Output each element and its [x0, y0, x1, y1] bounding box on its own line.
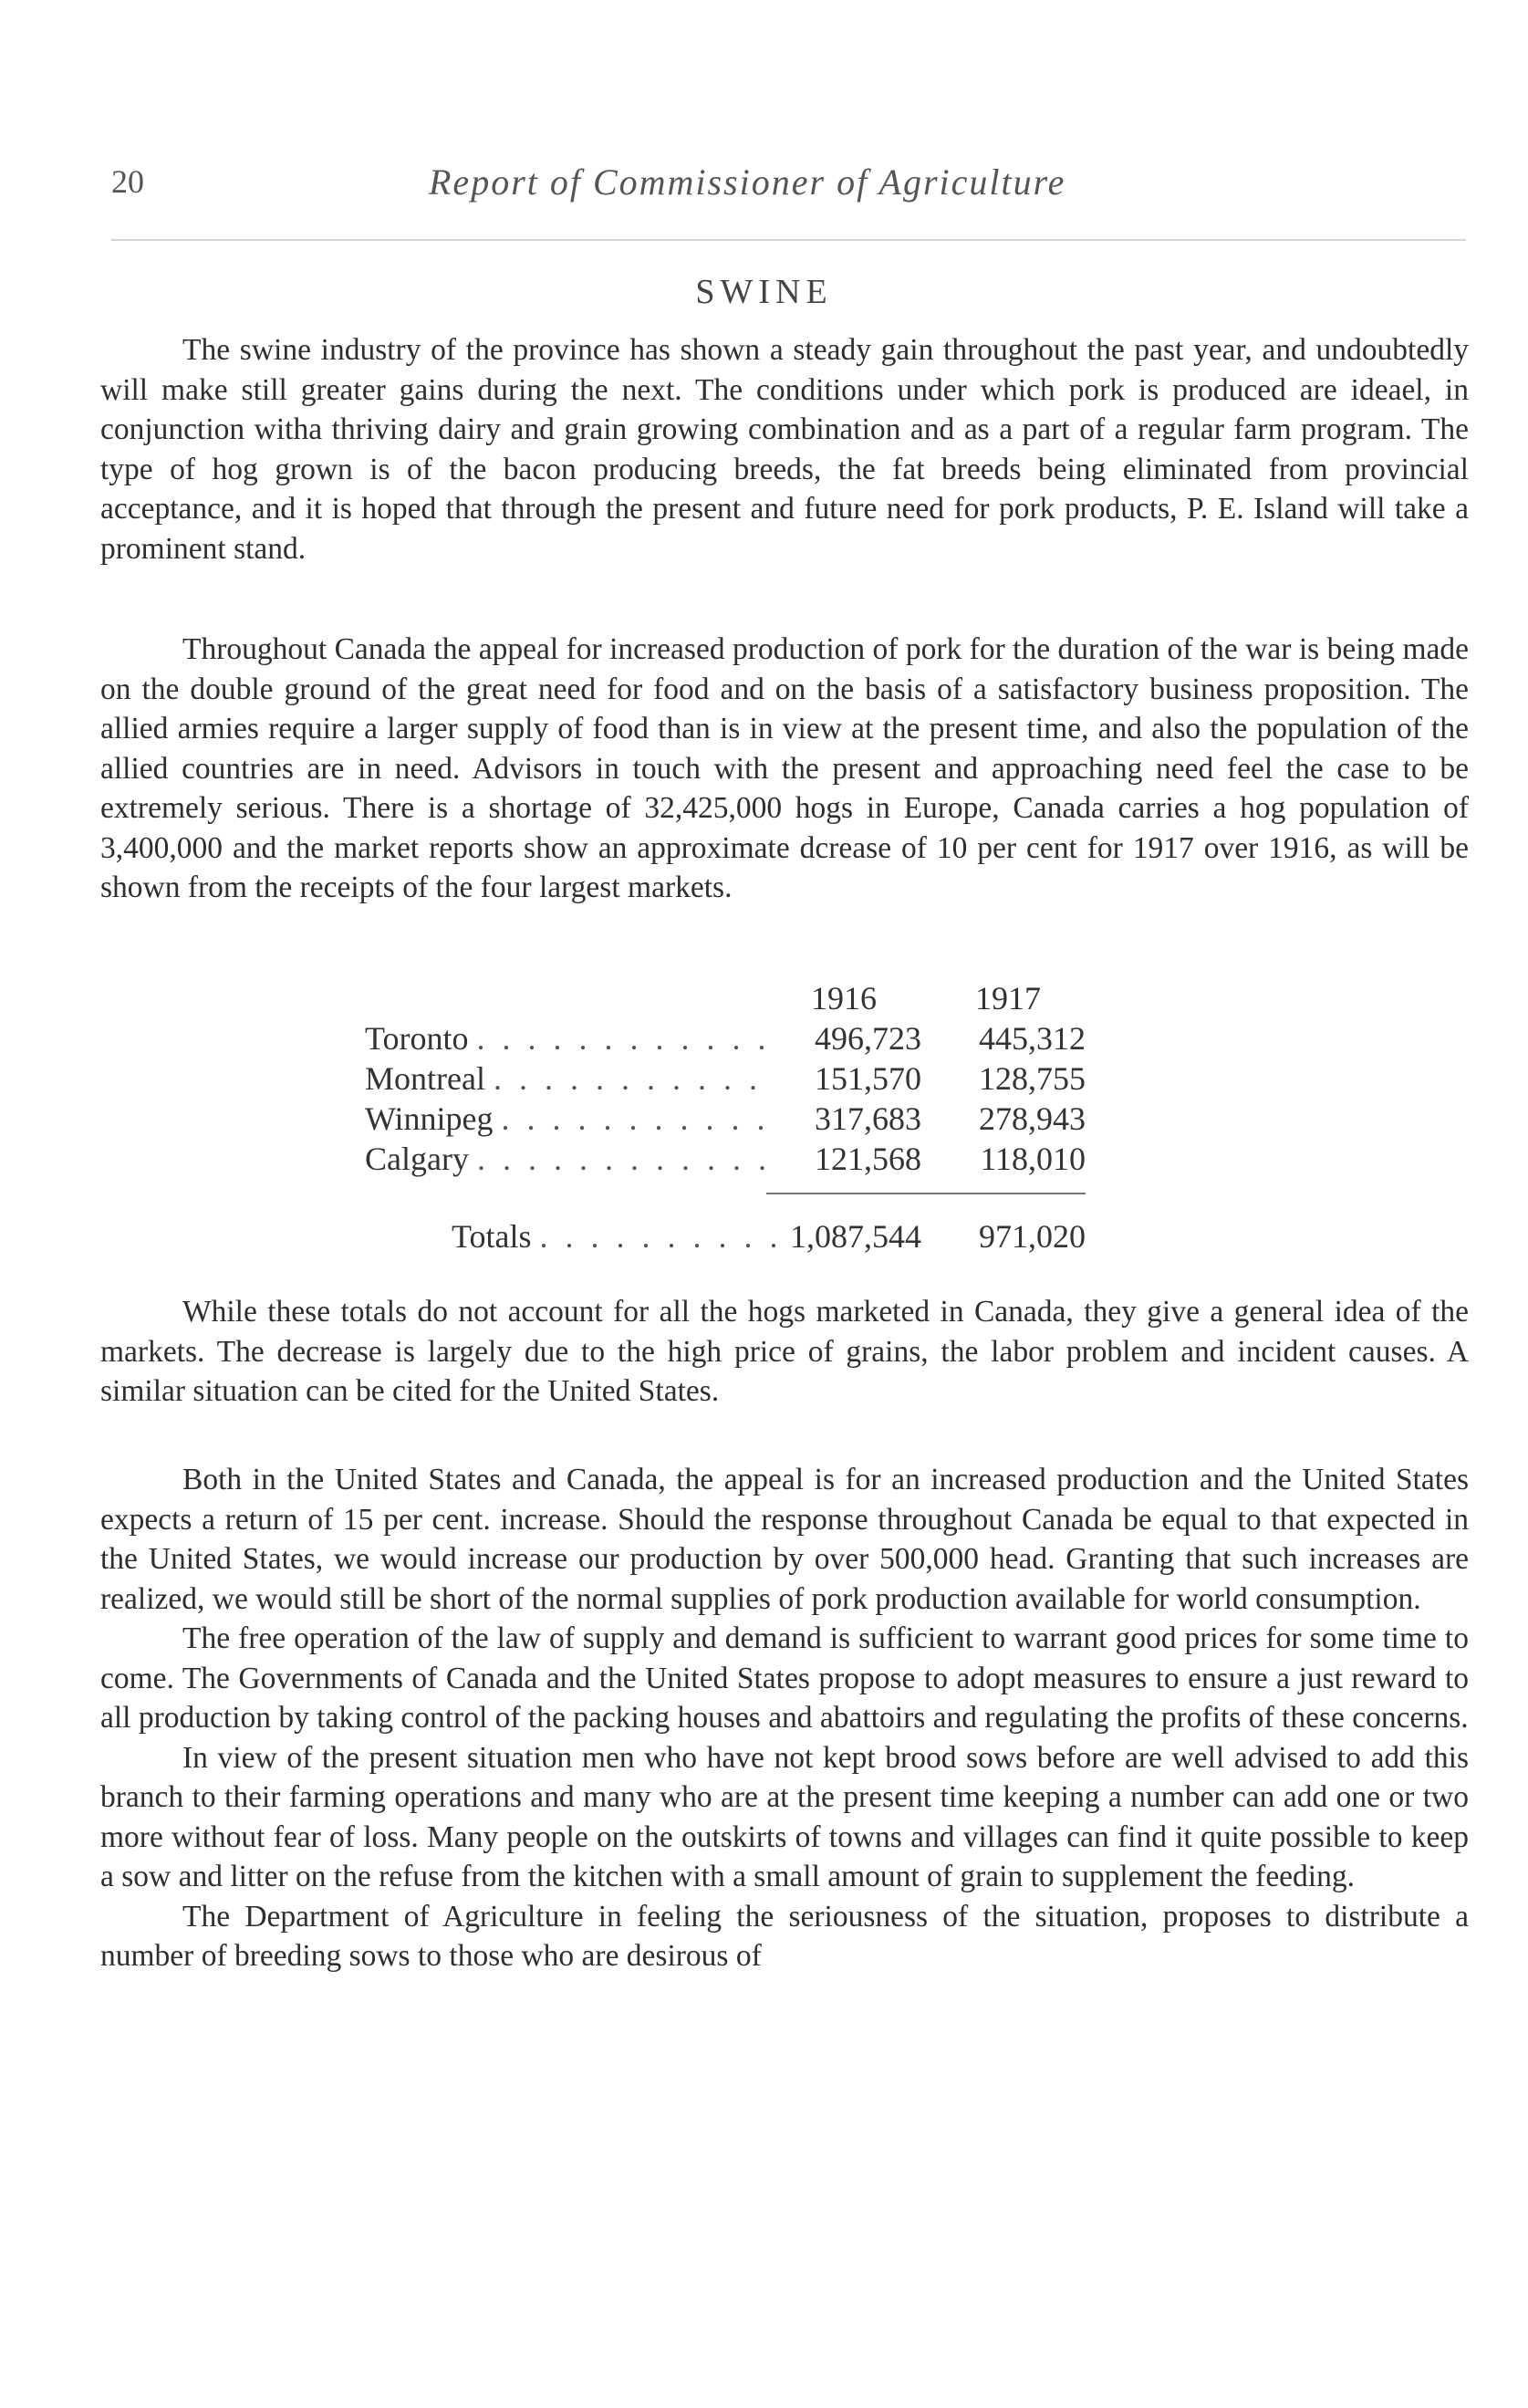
header-rule	[111, 239, 1466, 241]
table-row	[365, 1018, 1140, 1058]
page-number: 20	[111, 163, 144, 200]
paragraph: The free operation of the law of supply and demand is sufficient to warrant good prices for some time to come. The Governments of Canada and the United States propose to adopt measures to ensure a just reward to all production by taking control of the packing houses and abattoirs and regulating the profits of these concerns.	[100, 1621, 1469, 1735]
paragraph: The Department of Agriculture in feeling the seriousness of the situation, proposes to distribute a number of breeding sows to those who are desirous of	[100, 1899, 1469, 1973]
text-block-intro	[100, 330, 1469, 568]
table-row	[365, 1139, 1140, 1179]
paragraph: The swine industry of the province has shown a steady gain throughout the past year, and undoubtedly will make still greater gains during the next. The conditions under which pork is produced are ideael, in conjunction witha thriving dairy and grain growing combination and as a part of a regular farm program. The type of hog grown is of the bacon producing breeds, the fat breeds being eliminated from provincial acceptance, and it is hoped that through the present and future need for pork products, P. E. Island will take a prominent stand.	[100, 333, 1469, 566]
paragraph: Throughout Canada the appeal for increased production of pork for the duration of the war is being made on the double ground of the great need for food and on the basis of a satisfactory business proposition. The allied armies require a larger supply of food than is in view at the present time, and also the population of the allied countries are in need. Advisors in touch with the present and approaching need feel the case to be extremely serious. There is a shortage of 32,425,000 hogs in Europe, Canada carries a hog population of 3,400,000 and the market reports show an approximate dcrease of 10 per cent for 1917 over 1916, as will be shown from the receipts of the four largest markets.	[100, 632, 1469, 904]
totals-label: Totals . . . . . . . . . .	[452, 1218, 783, 1255]
market-name: Montreal . . . . . . . . . . .	[365, 1060, 762, 1097]
market-name: Winnipeg . . . . . . . . . . .	[365, 1100, 770, 1137]
table-header-row	[365, 978, 1140, 1018]
text-block-totals-note	[100, 1292, 1469, 1412]
value-1916: 496,723	[815, 1020, 921, 1057]
column-header-1916: 1916	[811, 980, 877, 1016]
paragraph: While these totals do not account for all the hogs marketed in Canada, they give a general idea of the markets. The decrease is largely due to the high price of grains, the labor problem and incident causes. A similar situation can be cited for the United States.	[100, 1295, 1469, 1408]
market-name: Calgary . . . . . . . . . . . .	[365, 1141, 771, 1177]
totals-rule	[766, 1193, 1086, 1194]
value-1916: 151,570	[815, 1060, 921, 1097]
paragraph: In view of the present situation men who have not kept brood sows before are well advised to add this branch to their farming operations and many who are at the present time keeping a number can add one or two more without fear of loss. Many people on the outskirts of towns and villages can find it quite possible to keep a sow and litter on the refuse from the kitchen with a small amount of grain to supplement the feeding.	[100, 1740, 1469, 1893]
value-1916: 317,683	[815, 1100, 921, 1137]
section-title: SWINE	[695, 273, 833, 311]
running-title: Report of Commissioner of Agriculture	[429, 162, 1066, 203]
text-block-appeal	[100, 1460, 1469, 1976]
totals-row	[365, 1217, 1140, 1257]
paragraph: Both in the United States and Canada, the appeal is for an increased production and the United States expects a return of 15 per cent. increase. Should the response throughout Canada be equal to that expected in the United States, we would increase our production by over 500,000 head. Granting that such increases are realized, we would still be short of the normal supplies of pork production available for world consumption.	[100, 1463, 1469, 1616]
value-1917: 128,755	[979, 1060, 1086, 1097]
table-row	[365, 1099, 1140, 1139]
text-block-canada	[100, 630, 1469, 908]
column-header-1917: 1917	[975, 980, 1041, 1016]
value-1917: 118,010	[980, 1141, 1086, 1177]
total-1917: 971,020	[979, 1218, 1086, 1255]
market-receipts-table	[365, 978, 1140, 1255]
total-1916: 1,087,544	[790, 1218, 921, 1255]
value-1917: 445,312	[979, 1020, 1086, 1057]
value-1916: 121,568	[815, 1141, 921, 1177]
table-row	[365, 1058, 1140, 1099]
market-name: Toronto . . . . . . . . . . . .	[365, 1020, 771, 1057]
value-1917: 278,943	[979, 1100, 1086, 1137]
